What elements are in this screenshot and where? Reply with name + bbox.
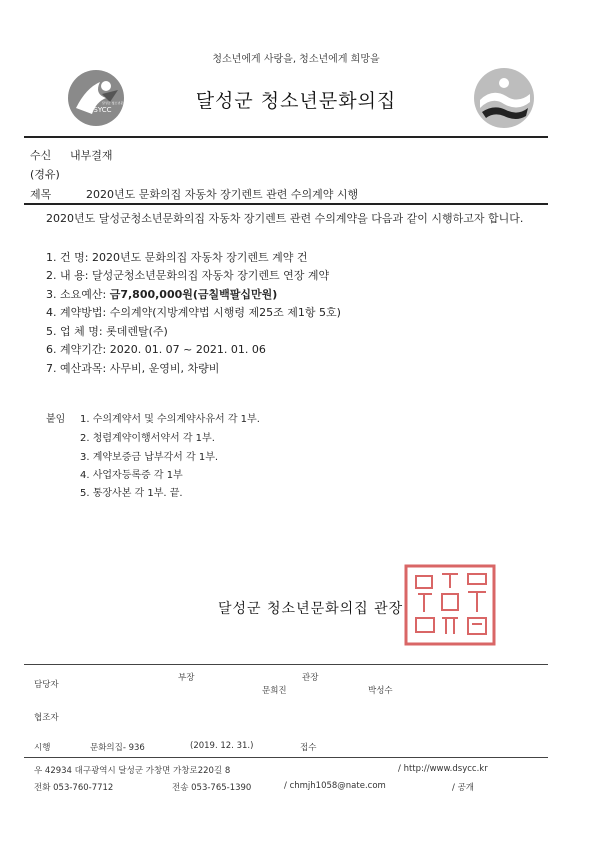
item-label: 3. 소요예산: [46, 288, 107, 301]
subject-value: 2020년도 문화의집 자동차 장기렌트 관련 수의계약 시행 [86, 188, 359, 201]
intro-paragraph: 2020년도 달성군청소년문화의집 자동차 장기렌트 관련 수의계약을 다음과 같이 시행하고자 합니다. [46, 212, 524, 225]
subject-label: 제목 [30, 188, 52, 201]
item-3 [46, 286, 277, 302]
attachment-item: 5. 통장사본 각 1부. 끝. [80, 488, 183, 499]
emblem-icon [472, 66, 536, 130]
subject-divider [24, 203, 548, 205]
item-label: 1. 건 명: [46, 251, 89, 264]
director-name: 박성수 [368, 686, 393, 696]
item-label: 5. 업 체 명: [46, 325, 103, 338]
item-value: 달성군청소년문화의집 자동차 장기렌트 연장 계약 [91, 269, 330, 282]
attachment-item: 1. 수의계약서 및 수의계약사유서 각 1부. [80, 414, 260, 425]
official-seal-icon [402, 562, 498, 648]
homepage-link[interactable]: / http://www.dsycc.kr [398, 764, 488, 774]
manager-label: 담당자 [34, 680, 59, 690]
footer-divider [24, 664, 548, 665]
item-2 [46, 267, 329, 283]
item-label: 7. 예산과목: [46, 362, 107, 375]
item-value: 2020. 01. 07 ~ 2021. 01. 06 [109, 343, 266, 356]
disclosure-status: / 공개 [452, 783, 474, 793]
director-label: 관장 [302, 673, 319, 683]
item-5 [46, 323, 168, 339]
attachment-item: 3. 계약보증금 납부각서 각 1부. [80, 452, 219, 463]
item-1 [46, 249, 307, 265]
item-label: 4. 계약방법: [46, 306, 107, 319]
organization-title: 달성군 청소년문화의집 [195, 90, 397, 112]
item-value: 사무비, 운영비, 차량비 [109, 362, 220, 375]
cooperator-label: 협조자 [34, 713, 59, 723]
dept-head-label: 부장 [178, 673, 195, 683]
receipt-label: 접수 [300, 743, 317, 753]
item-label: 6. 계약기간: [46, 343, 107, 356]
via-label: (경유) [30, 168, 60, 181]
fax: 전송 053-765-1390 [172, 783, 252, 793]
item-value: 금7,800,000원(금칠백팔십만원) [109, 288, 278, 301]
issuer-signature: 달성군 청소년문화의집 관장 [218, 601, 404, 617]
item-value: 롯데렌탈(주) [106, 325, 168, 338]
recipient-value: 내부결재 [70, 149, 113, 162]
item-value: 수의계약(지방계약법 시행령 제25조 제1항 5호) [109, 306, 341, 319]
address-divider [24, 757, 548, 758]
enforce-doc-number: 문화의집- 936 [90, 743, 145, 753]
attachments-label: 붙임 [46, 414, 66, 425]
item-label: 2. 내 용: [46, 269, 89, 282]
header-divider [24, 136, 548, 138]
logo-text: DSYCC [88, 106, 112, 114]
recipient-label: 수신 [30, 149, 52, 162]
phone: 전화 053-760-7712 [34, 783, 114, 793]
enforce-date: (2019. 12. 31.) [190, 741, 254, 751]
email-link[interactable]: / chmjh1058@nate.com [284, 781, 386, 791]
item-6 [46, 341, 266, 357]
item-7 [46, 360, 219, 376]
enforce-label: 시행 [34, 743, 51, 753]
logo-subtext: 달성군 청소년문화의집 [102, 101, 132, 105]
address: 우 42934 대구광역시 달성군 가창면 가창로220길 8 [34, 766, 231, 776]
attachment-item: 4. 사업자등록증 각 1부 [80, 470, 183, 481]
item-4 [46, 304, 341, 320]
attachment-item: 2. 청렴계약이행서약서 각 1부. [80, 433, 215, 444]
item-value: 2020년도 문화의집 자동차 장기렌트 계약 건 [91, 251, 308, 264]
slogan: 청소년에게 사랑을, 청소년에게 희망을 [212, 54, 380, 65]
dept-head-name: 문희진 [262, 686, 287, 696]
